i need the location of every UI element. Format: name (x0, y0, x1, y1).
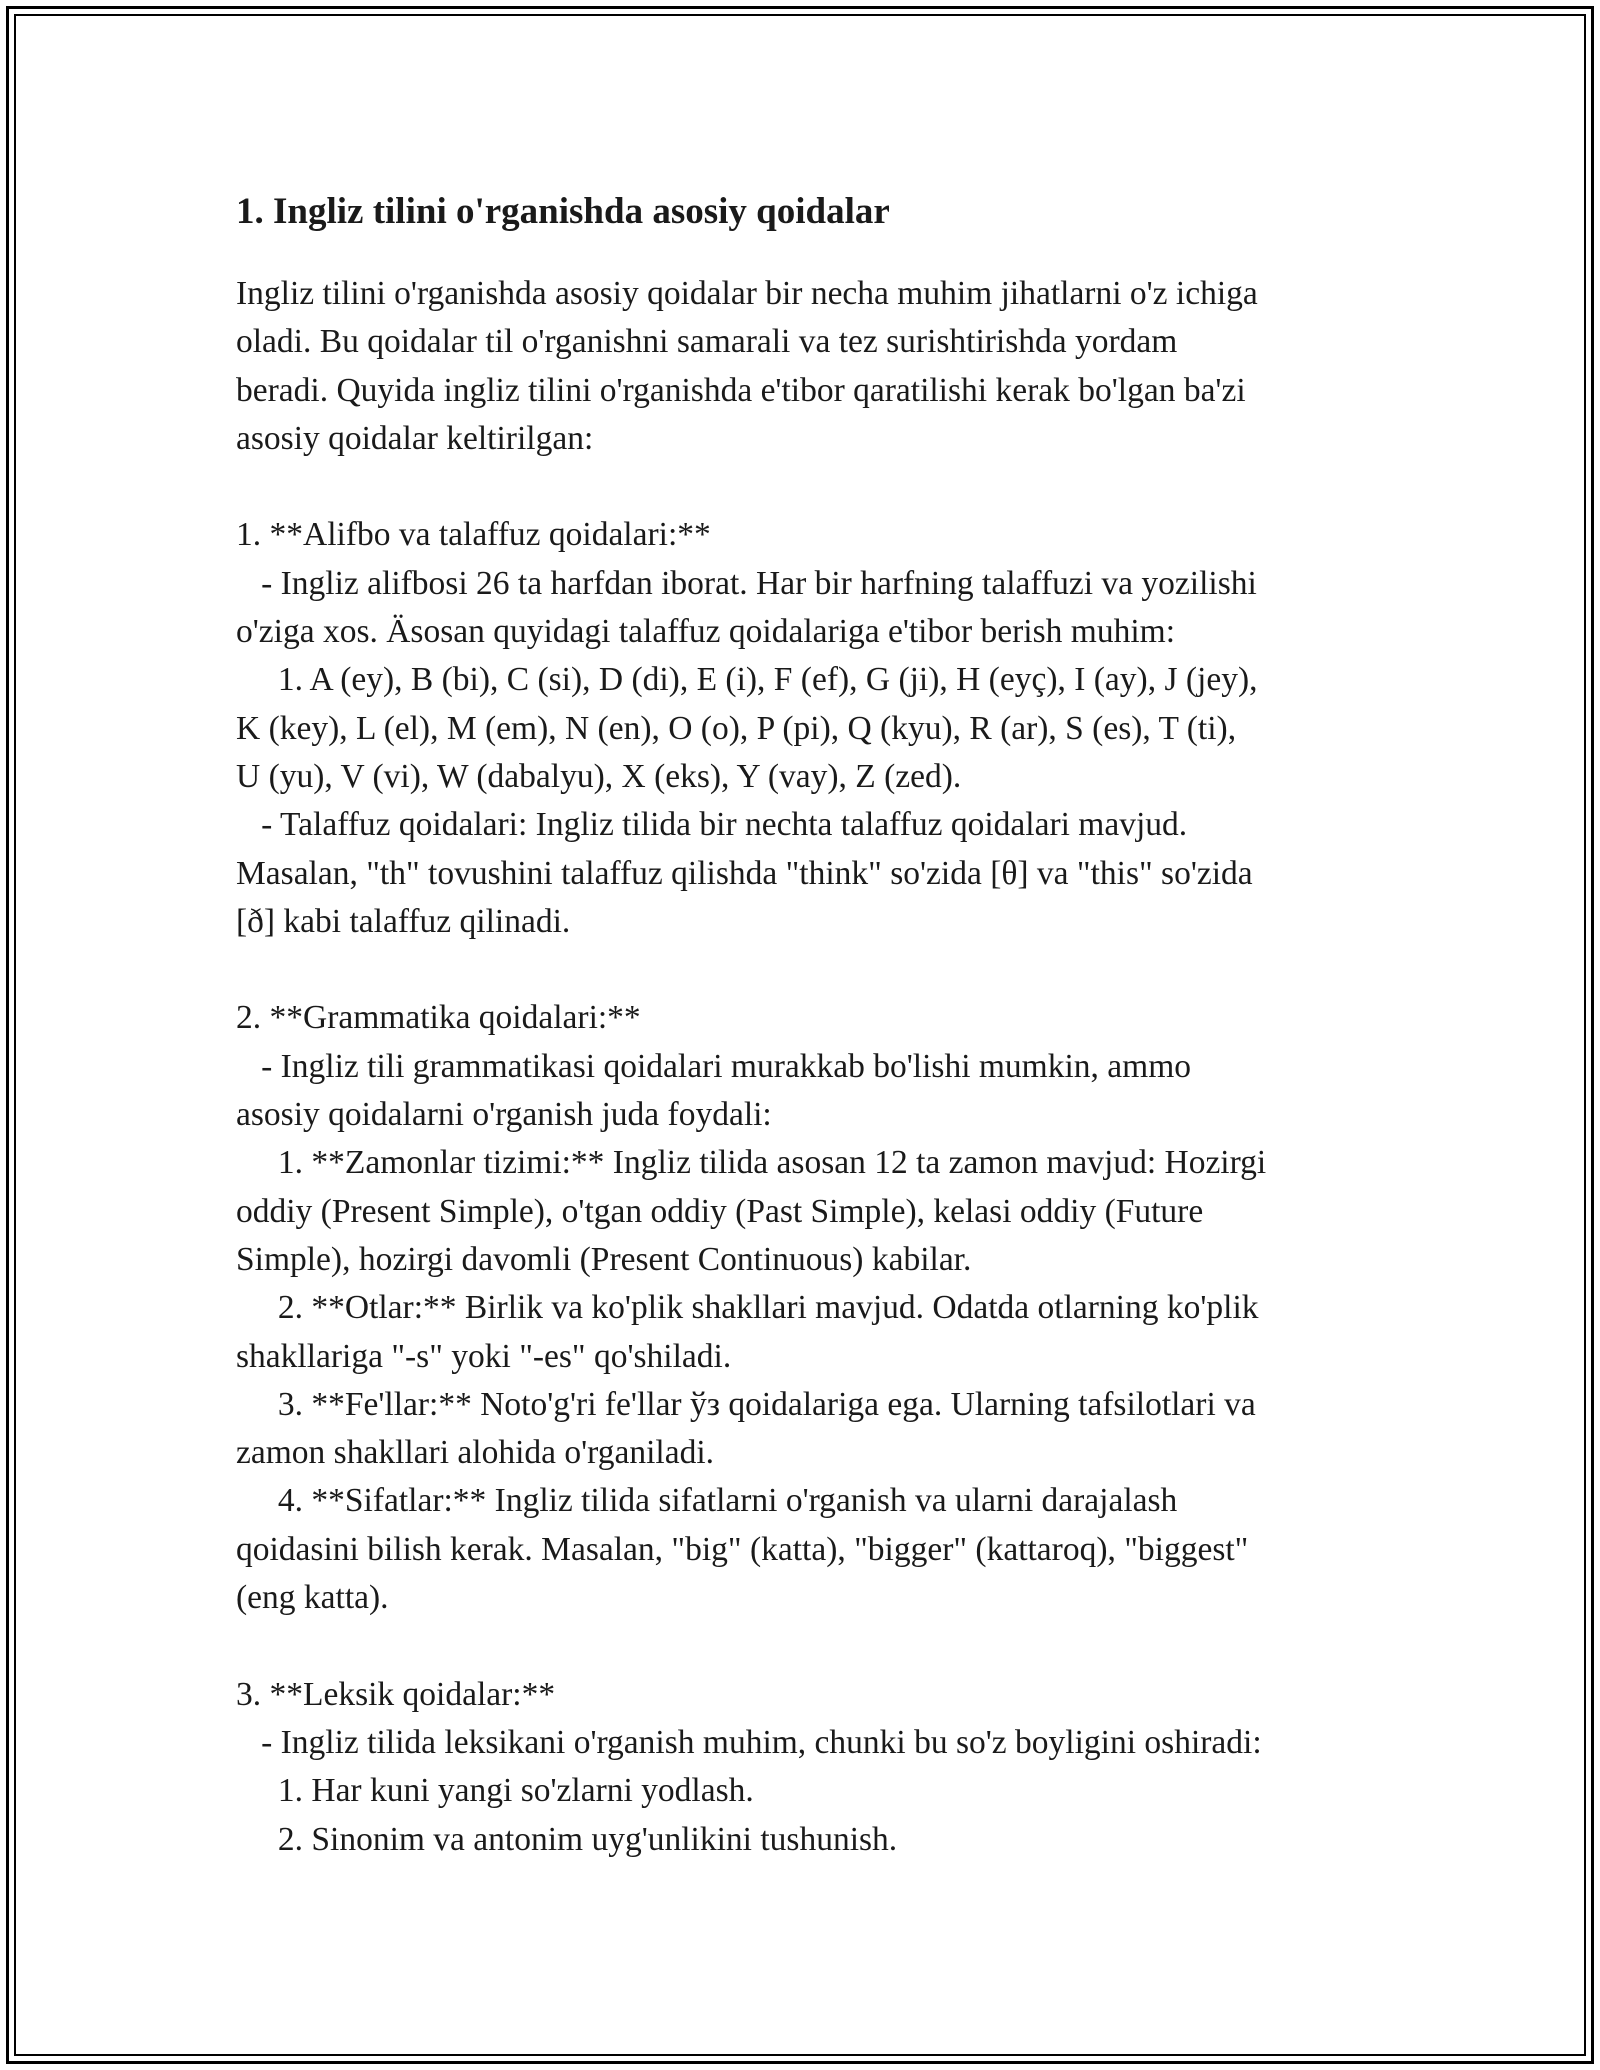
text-line: 1. A (ey), B (bi), C (si), D (di), E (i), F (ef), G (ji), H (eyç), I (ay), J (jey), (236, 661, 1258, 699)
text-line: 1. **Alifbo va talaffuz qoidalari:** (236, 516, 711, 554)
text-line: Masalan, "th" tovushini talaffuz qilishda "think" so'zida [θ] va "this" so'zida (236, 854, 1253, 892)
text-line: 3. **Fe'llar:** Noto'g'ri fe'llar ўз qoidalariga ega. Ularning tafsilotlari va (236, 1385, 1256, 1423)
text-line: [ð] kabi talaffuz qilinadi. (236, 902, 571, 940)
text-line: 1. Har kuni yangi so'zlarni yodlash. (236, 1772, 754, 1810)
text-line: - Talaffuz qoidalari: Ingliz tilida bir nechta talaffuz qoidalari mavjud. (236, 806, 1188, 844)
text-line: zamon shakllari alohida o'rganiladi. (236, 1434, 714, 1472)
document-text (236, 270, 1386, 1864)
text-line: o'ziga xos. Äsosan quyidagi talaffuz qoidalariga e'tibor berish muhim: (236, 613, 1175, 651)
text-line: U (yu), V (vi), W (dabalyu), X (eks), Y (vay), Z (zed). (236, 757, 962, 795)
text-line: oddiy (Present Simple), o'tgan oddiy (Past Simple), kelasi oddiy (Future (236, 1192, 1204, 1230)
text-line (236, 946, 1386, 994)
text-line: Simple), hozirgi davomli (Present Continuous) kabilar. (236, 1240, 972, 1278)
document-body (236, 188, 1386, 1864)
text-line: - Ingliz alifbosi 26 ta harfdan iborat. Har bir harfning talaffuzi va yozilishi (236, 564, 1257, 602)
text-line: asosiy qoidalarni o'rganish juda foydali: (236, 1096, 772, 1134)
text-line: K (key), L (el), M (em), N (en), O (o), P (pi), Q (kyu), R (ar), S (es), T (ti), (236, 709, 1237, 747)
document-title: 1. Ingliz tilini o'rganishda asosiy qoidalar (236, 191, 890, 232)
text-line: 3. **Leksik qoidalar:** (236, 1675, 556, 1713)
text-line: 2. **Otlar:** Birlik va ko'plik shakllari mavjud. Odatda otlarning ko'plik (236, 1289, 1259, 1327)
text-line: 2. Sinonim va antonim uyg'unlikini tushunish. (236, 1820, 898, 1858)
text-line (236, 1622, 1386, 1670)
text-line: 4. **Sifatlar:** Ingliz tilida sifatlarni o'rganish va ularni darajalash (236, 1482, 1178, 1520)
text-line: asosiy qoidalar keltirilgan: (236, 419, 594, 457)
text-line: (eng katta). (236, 1579, 389, 1617)
text-line: Ingliz tilini o'rganishda asosiy qoidalar bir necha muhim jihatlarni o'z ichiga (236, 275, 1258, 312)
text-line: - Ingliz tilida leksikani o'rganish muhim, chunki bu so'z boyligini oshiradi: (236, 1723, 1262, 1761)
text-line: oladi. Bu qoidalar til o'rganishni samarali va tez surishtirishda yordam (236, 323, 1178, 361)
text-line: - Ingliz tili grammatikasi qoidalari murakkab bo'lishi mumkin, ammo (236, 1047, 1192, 1085)
text-line (236, 463, 1386, 511)
text-line: qoidasini bilish kerak. Masalan, "big" (katta), "bigger" (kattaroq), "biggest" (236, 1530, 1249, 1568)
text-line: 2. **Grammatika qoidalari:** (236, 999, 641, 1037)
text-line: shakllariga "-s" yoki "-es" qo'shiladi. (236, 1337, 732, 1375)
text-line: beradi. Quyida ingliz tilini o'rganishda e'tibor qaratilishi kerak bo'lgan ba'zi (236, 371, 1246, 409)
text-line: 1. **Zamonlar tizimi:** Ingliz tilida asosan 12 ta zamon mavjud: Hozirgi (236, 1144, 1267, 1182)
